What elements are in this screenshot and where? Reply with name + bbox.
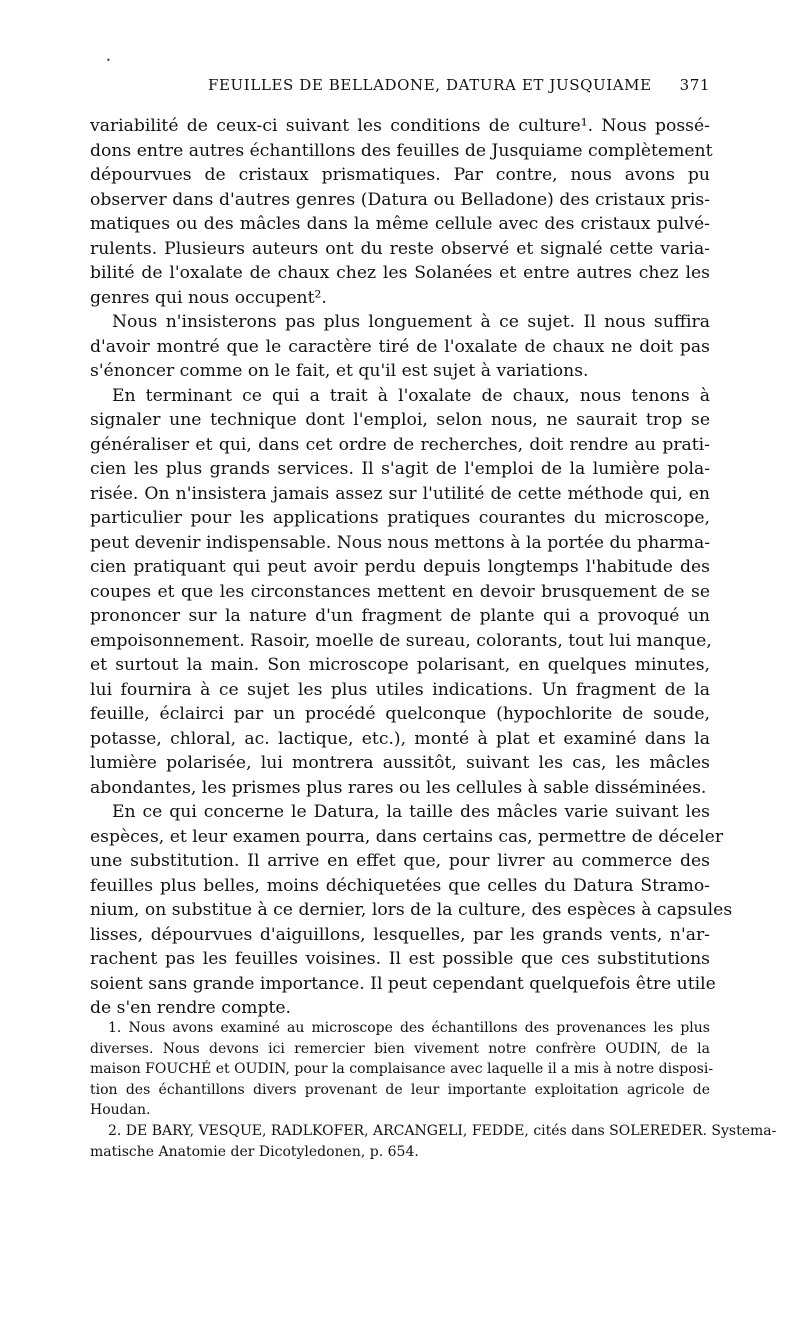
print-speck: • bbox=[106, 56, 111, 65]
text-line: lumière polarisée, lui montrera aussitôt, suivant les cas, les mâcles bbox=[90, 753, 710, 773]
text-line: matiques ou des mâcles dans la même cellule avec des cristaux pulvé- bbox=[90, 214, 710, 234]
text-line: une substitution. Il arrive en effet que, pour livrer au commerce des bbox=[90, 851, 710, 871]
text-line: dons entre autres échantillons des feuilles de Jusquiame complètement bbox=[90, 140, 713, 161]
page-number: 371 bbox=[679, 76, 710, 94]
text-line: soient sans grande importance. Il peut cependant quelquefois être utile bbox=[90, 973, 716, 994]
text-line: signaler une technique dont l'emploi, selon nous, ne saurait trop se bbox=[90, 410, 710, 430]
text-line: particulier pour les applications pratiques courantes du microscope, bbox=[90, 508, 710, 528]
footnote-line: 1. Nous avons examiné au microscope des échantillons des provenances les plus bbox=[108, 1020, 710, 1036]
text-line: observer dans d'autres genres (Datura ou Belladone) des cristaux pris- bbox=[90, 189, 710, 210]
text-line: potasse, chloral, ac. lactique, etc.), monté à plat et examiné dans la bbox=[90, 728, 710, 749]
text-line: nium, on substitue à ce dernier, lors de la culture, des espèces à capsules bbox=[90, 900, 733, 920]
text-line: risée. On n'insistera jamais assez sur l'utilité de cette méthode qui, en bbox=[90, 483, 710, 504]
text-line: cien les plus grands services. Il s'agit de l'emploi de la lumière pola- bbox=[90, 459, 710, 479]
text-line: genres qui nous occupent². bbox=[90, 287, 327, 308]
text-line: de s'en rendre compte. bbox=[90, 998, 292, 1018]
text-line: lui fournira à ce sujet les plus utiles indications. Un fragment de la bbox=[90, 679, 710, 700]
text-line: variabilité de ceux-ci suivant les conditions de culture¹. Nous possé- bbox=[90, 116, 710, 136]
text-line: bilité de l'oxalate de chaux chez les Solanées et entre autres chez les bbox=[90, 263, 710, 283]
footnote-line: matische Anatomie der Dicotyledonen, p. 654. bbox=[90, 1143, 419, 1160]
text-line: et surtout la main. Son microscope polarisant, en quelques minutes, bbox=[90, 655, 710, 675]
text-line: cien pratiquant qui peut avoir perdu depuis longtemps l'habitude des bbox=[90, 557, 710, 577]
footnote-line: diverses. Nous devons ici remercier bien vivement notre confrère OUDIN, de la bbox=[90, 1040, 710, 1057]
footnote-line: 2. DE BARY, VESQUE, RADLKOFER, ARCANGELI, FEDDE, cités dans SOLEREDER. Systema- bbox=[108, 1122, 777, 1139]
text-line: lisses, dépourvues d'aiguillons, lesquelles, par les grands vents, n'ar- bbox=[90, 924, 710, 945]
text-line: rulents. Plusieurs auteurs ont du reste observé et signalé cette varia- bbox=[90, 238, 710, 259]
text-line: feuilles plus belles, moins déchiquetées que celles du Datura Stramo- bbox=[90, 875, 710, 896]
text-line: s'énoncer comme on le fait, et qu'il est sujet à variations. bbox=[90, 361, 589, 381]
text-line: empoisonnement. Rasoir, moelle de sureau, colorants, tout lui manque, bbox=[90, 630, 712, 651]
running-header bbox=[90, 76, 710, 100]
footnote-line: maison FOUCHÉ et OUDIN, pour la complaisance avec laquelle il a mis à notre disposi- bbox=[90, 1061, 714, 1078]
footnotes bbox=[90, 1018, 777, 1162]
body-text bbox=[90, 114, 733, 1021]
text-line: En ce qui concerne le Datura, la taille des mâcles varie suivant les bbox=[112, 802, 710, 822]
text-line: rachent pas les feuilles voisines. Il est possible que ces substitutions bbox=[90, 949, 710, 969]
text-line: abondantes, les prismes plus rares ou les cellules à sable disséminées. bbox=[90, 777, 707, 798]
text-line: espèces, et leur examen pourra, dans certains cas, permettre de déceler bbox=[90, 826, 724, 847]
text-line: feuille, éclairci par un procédé quelconque (hypochlorite de soude, bbox=[90, 704, 710, 724]
text-line: prononcer sur la nature d'un fragment de plante qui a provoqué un bbox=[90, 606, 710, 626]
text-line: peut devenir indispensable. Nous nous mettons à la portée du pharma- bbox=[90, 532, 710, 553]
text-line: d'avoir montré que le caractère tiré de l'oxalate de chaux ne doit pas bbox=[90, 336, 710, 357]
footnote-line: tion des échantillons divers provenant de leur importante exploitation agricole de bbox=[90, 1081, 710, 1098]
footnote-line: Houdan. bbox=[90, 1102, 151, 1119]
text-line: coupes et que les circonstances mettent en devoir brusquement de se bbox=[90, 581, 710, 602]
running-title: FEUILLES DE BELLADONE, DATURA ET JUSQUIAME bbox=[208, 76, 652, 94]
text-line: généraliser et qui, dans cet ordre de recherches, doit rendre au prati- bbox=[90, 434, 710, 455]
text-line: En terminant ce qui a trait à l'oxalate de chaux, nous tenons à bbox=[112, 385, 710, 406]
text-line: dépourvues de cristaux prismatiques. Par contre, nous avons pu bbox=[90, 165, 710, 185]
text-line: Nous n'insisterons pas plus longuement à ce sujet. Il nous suffira bbox=[112, 312, 710, 332]
